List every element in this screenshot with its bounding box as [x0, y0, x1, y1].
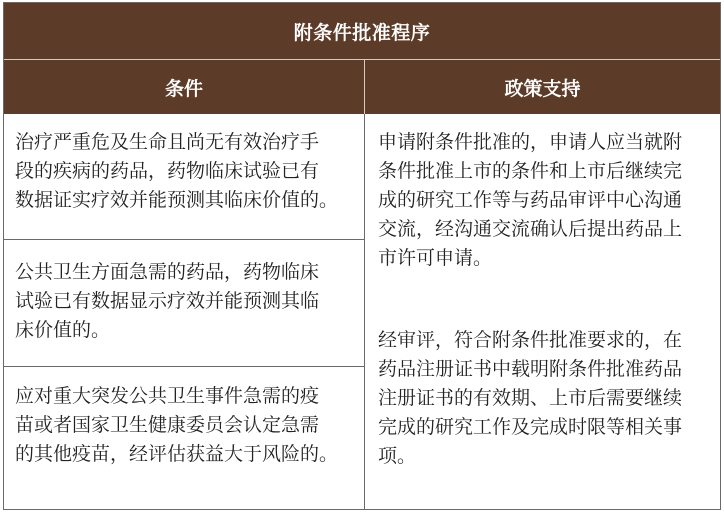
policy-line: 完成的研究工作及完成时限等相关事 — [378, 416, 683, 438]
header-policy: 政策支持 — [365, 60, 720, 114]
condition-line: 公共卫生方面急需的药品，药物临床 — [15, 261, 320, 283]
policy-line: 市许可申请。 — [378, 247, 493, 269]
condition-cell — [4, 382, 364, 469]
policy-line: 条件批准上市的条件和上市后继续完 — [378, 160, 683, 182]
policy-line: 项。 — [378, 445, 417, 467]
condition-cell — [4, 128, 364, 215]
policy-line: 申请附条件批准的，申请人应当就附 — [378, 131, 683, 153]
policy-column — [365, 114, 720, 509]
policy-line: 经审评，符合附条件批准要求的，在 — [378, 329, 683, 351]
row-divider — [4, 366, 364, 367]
condition-line: 的其他疫苗，经评估获益大于风险的。 — [15, 443, 339, 465]
policy-paragraph — [378, 128, 718, 273]
condition-line: 苗或者国家卫生健康委员会认定急需 — [15, 414, 320, 436]
policy-paragraph — [378, 326, 718, 471]
row-divider — [4, 239, 364, 240]
policy-line: 药品注册证书中载明附条件批准药品 — [378, 358, 683, 380]
approval-table — [3, 2, 721, 510]
condition-line: 数据证实疗效并能预测其临床价值的。 — [15, 189, 339, 211]
policy-line: 成的研究工作等与药品审评中心沟通 — [378, 189, 683, 211]
policy-line: 注册证书的有效期、上市后需要继续 — [378, 387, 683, 409]
table-title: 附条件批准程序 — [4, 3, 720, 60]
condition-line: 床价值的。 — [15, 319, 111, 341]
condition-line: 治疗严重危及生命且尚无有效治疗手 — [15, 131, 320, 153]
conditions-column — [4, 114, 365, 509]
condition-line: 段的疾病的药品，药物临床试验已有 — [15, 160, 320, 182]
condition-line: 试验已有数据显示疗效并能预测其临 — [15, 290, 320, 312]
policy-line: 交流，经沟通交流确认后提出药品上 — [378, 218, 683, 240]
header-condition: 条件 — [4, 60, 365, 114]
condition-line: 应对重大突发公共卫生事件急需的疫 — [15, 385, 320, 407]
condition-cell — [4, 258, 364, 345]
table-header-row — [4, 60, 720, 114]
